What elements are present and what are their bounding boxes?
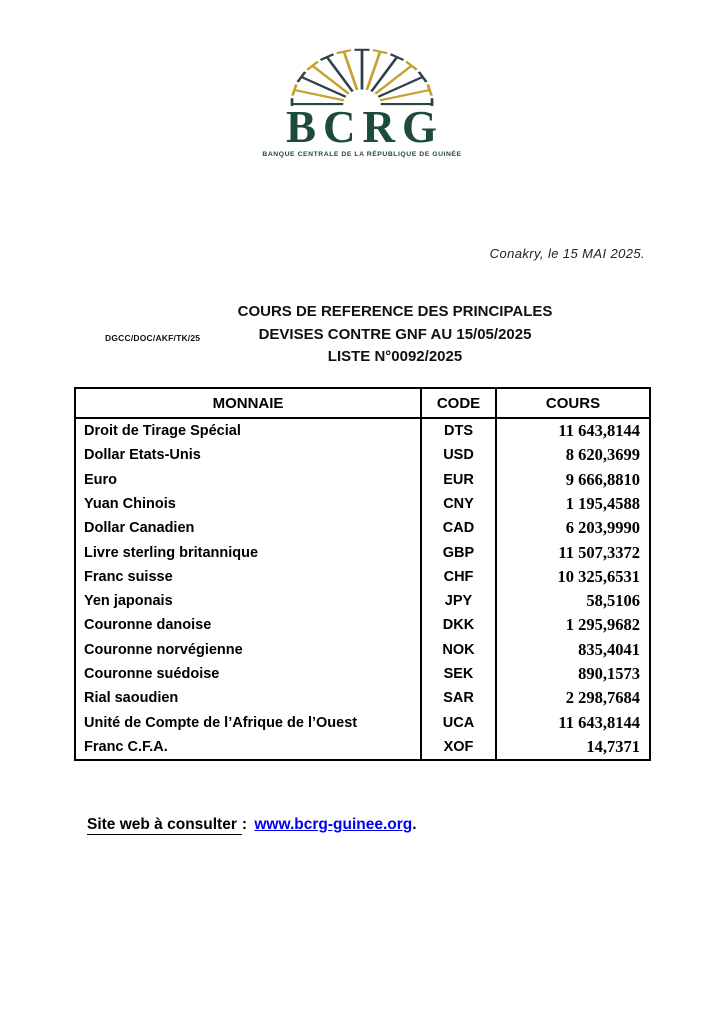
footer-note bbox=[87, 816, 417, 835]
currency-name: Couronne danoise bbox=[84, 617, 212, 634]
dateline: Conakry, le 15 MAI 2025. bbox=[489, 246, 645, 261]
table-row bbox=[76, 443, 649, 467]
reference-code: DGCC/DOC/AKF/TK/25 bbox=[105, 333, 201, 343]
bcrg-logo bbox=[0, 44, 724, 158]
currency-code: JPY bbox=[420, 589, 497, 613]
currency-rate: 1 295,9682 bbox=[565, 615, 640, 635]
document-title bbox=[170, 301, 620, 369]
currency-code: GBP bbox=[420, 540, 497, 564]
period: . bbox=[412, 816, 417, 833]
logo-caption: BANQUE CENTRALE DE LA RÉPUBLIQUE DE GUINÉE bbox=[262, 151, 462, 158]
logo-rays-icon bbox=[282, 44, 442, 106]
currency-name: Dollar Canadien bbox=[84, 520, 195, 537]
currency-code: UCA bbox=[420, 710, 497, 734]
currency-name: Unité de Compte de l’Afrique de l’Ouest bbox=[84, 714, 358, 731]
header-code: CODE bbox=[420, 389, 497, 417]
currency-rate: 11 643,8144 bbox=[558, 421, 640, 441]
table-row bbox=[76, 638, 649, 662]
website-link[interactable]: www.bcrg-guinee.org bbox=[254, 816, 413, 833]
currency-code: XOF bbox=[420, 735, 497, 759]
table-row bbox=[76, 589, 649, 613]
currency-code: NOK bbox=[420, 638, 497, 662]
currency-code: CHF bbox=[420, 565, 497, 589]
table-row bbox=[76, 735, 649, 759]
currency-rate: 11 507,3372 bbox=[558, 542, 640, 562]
currency-rate: 58,5106 bbox=[586, 591, 640, 611]
currency-code: DKK bbox=[420, 613, 497, 637]
currency-name: Franc suisse bbox=[84, 568, 173, 585]
table-header-row bbox=[76, 389, 649, 419]
site-label: Site web à consulter bbox=[87, 816, 242, 835]
rates-table bbox=[74, 387, 651, 761]
currency-rate: 14,7371 bbox=[586, 736, 640, 756]
currency-code: SEK bbox=[420, 662, 497, 686]
currency-name: Rial saoudien bbox=[84, 690, 179, 707]
currency-name: Couronne norvégienne bbox=[84, 641, 243, 658]
table-row bbox=[76, 468, 649, 492]
currency-rate: 1 195,4588 bbox=[565, 493, 640, 513]
currency-name: Franc C.F.A. bbox=[84, 738, 168, 755]
currency-code: USD bbox=[420, 443, 497, 467]
currency-name: Couronne suédoise bbox=[84, 665, 220, 682]
currency-name: Euro bbox=[84, 471, 118, 488]
currency-code: CNY bbox=[420, 492, 497, 516]
title-line-2: DEVISES CONTRE GNF AU 15/05/2025 bbox=[258, 325, 532, 343]
currency-name: Yuan Chinois bbox=[84, 495, 176, 512]
currency-rate: 11 643,8144 bbox=[558, 712, 640, 732]
table-row bbox=[76, 516, 649, 540]
table-row bbox=[76, 686, 649, 710]
currency-name: Livre sterling britannique bbox=[84, 544, 259, 561]
header-monnaie: MONNAIE bbox=[212, 394, 284, 412]
title-line-1: COURS DE REFERENCE DES PRINCIPALES bbox=[237, 303, 553, 320]
currency-code: EUR bbox=[420, 468, 497, 492]
table-row bbox=[76, 540, 649, 564]
table-row bbox=[76, 492, 649, 516]
currency-rate: 9 666,8810 bbox=[565, 469, 640, 489]
table-row bbox=[76, 710, 649, 734]
currency-rate: 8 620,3699 bbox=[565, 445, 640, 465]
table-row bbox=[76, 662, 649, 686]
separator: : bbox=[241, 816, 248, 833]
table-row bbox=[76, 419, 649, 443]
currency-code: SAR bbox=[420, 686, 497, 710]
table-row bbox=[76, 565, 649, 589]
currency-rate: 10 325,6531 bbox=[557, 566, 640, 586]
currency-name: Dollar Etats-Unis bbox=[84, 447, 201, 464]
currency-code: DTS bbox=[420, 419, 497, 443]
currency-name: Droit de Tirage Spécial bbox=[84, 423, 241, 440]
currency-rate: 890,1573 bbox=[578, 663, 640, 683]
header-cours: COURS bbox=[545, 394, 601, 412]
title-line-3: LISTE N°0092/2025 bbox=[327, 348, 463, 365]
currency-rate: 835,4041 bbox=[578, 639, 640, 659]
currency-rate: 2 298,7684 bbox=[565, 688, 640, 708]
currency-rate: 6 203,9990 bbox=[565, 518, 640, 538]
currency-name: Yen japonais bbox=[84, 593, 173, 610]
table-row bbox=[76, 613, 649, 637]
currency-code: CAD bbox=[420, 516, 497, 540]
logo-acronym: BCRG bbox=[285, 102, 444, 152]
